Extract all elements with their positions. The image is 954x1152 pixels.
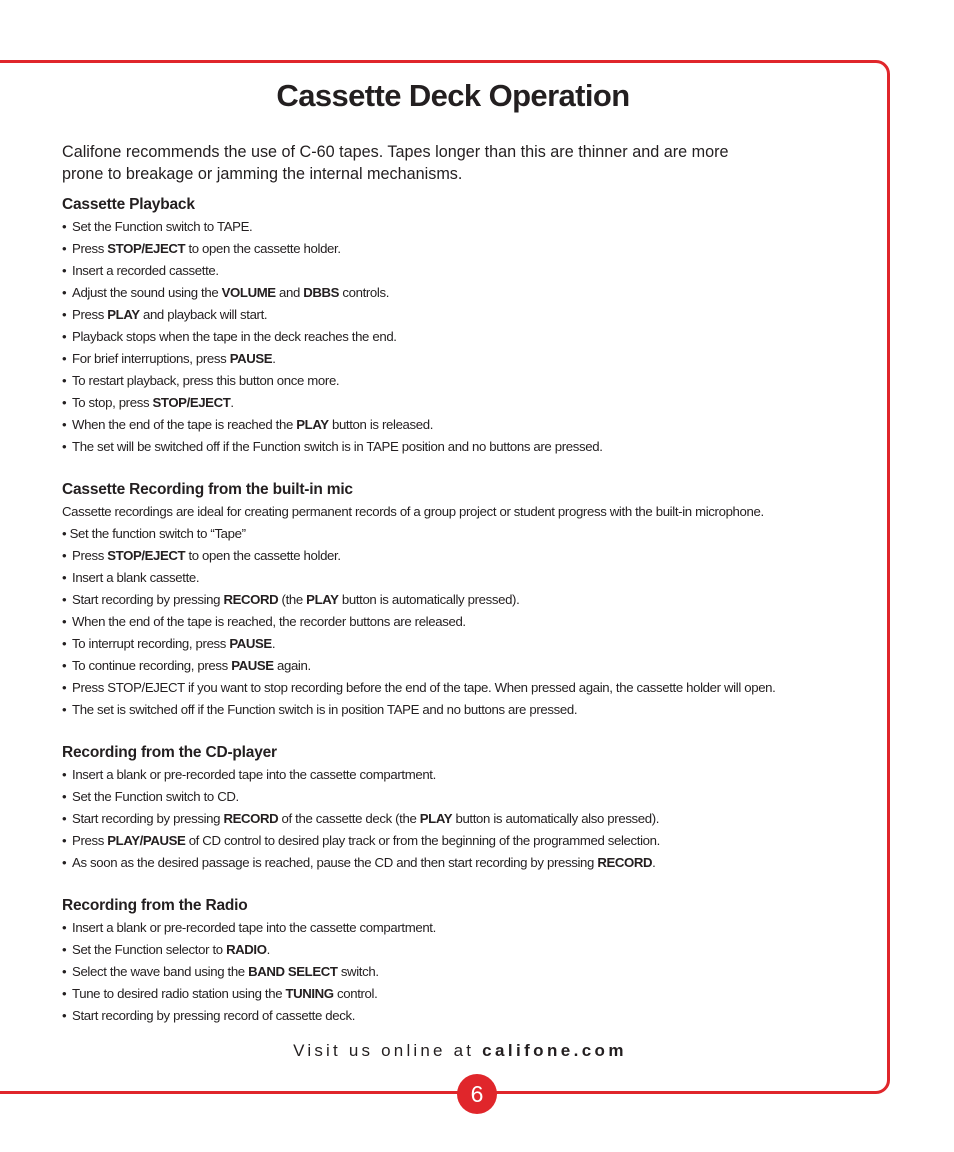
list-item: [62, 260, 862, 282]
item-text: Tune to desired radio station using the: [72, 986, 286, 1001]
control-name: PLAY: [296, 417, 329, 432]
control-name: DBBS: [303, 285, 340, 300]
control-name: RADIO: [226, 942, 267, 957]
item-text: .: [272, 351, 276, 366]
item-text: When the end of the tape is reached, the recorder buttons are released.: [72, 614, 466, 629]
list-item: [62, 764, 862, 786]
bullet-dot: •: [62, 702, 67, 717]
bullet-dot: •: [62, 417, 67, 432]
list-item: [62, 655, 862, 677]
item-text: Press STOP/EJECT if you want to stop recording before the end of the tape. When pressed again, the cassette holder will open.: [72, 680, 776, 695]
item-text: Press: [72, 241, 108, 256]
item-text: .: [652, 855, 656, 870]
bullet-dot: •: [62, 219, 67, 234]
list-item: [62, 567, 862, 589]
item-text: .: [266, 942, 270, 957]
list-item: [62, 852, 862, 874]
bullet-dot: •: [62, 767, 67, 782]
section-cassette-playback: [62, 194, 862, 458]
item-text: to open the cassette holder.: [185, 241, 341, 256]
section-cassette-recording-mic: [62, 479, 862, 721]
instruction-list: [62, 216, 862, 458]
list-item: [62, 830, 862, 852]
list-item: [62, 238, 862, 260]
item-text: To stop, press: [72, 395, 153, 410]
control-name: PLAY/PAUSE: [107, 833, 186, 848]
item-text: To interrupt recording, press: [72, 636, 230, 651]
item-text: button is automatically also pressed).: [452, 811, 660, 826]
item-text: Start recording by pressing record of cassette deck.: [72, 1008, 356, 1023]
bullet-dot: •: [62, 986, 67, 1001]
item-text: switch.: [337, 964, 379, 979]
item-text: .: [230, 395, 234, 410]
item-text: again.: [273, 658, 311, 673]
bullet-dot: •: [62, 614, 67, 629]
section-recording-radio: [62, 895, 862, 1027]
control-name: PLAY: [107, 307, 140, 322]
section-recording-cd-player: [62, 742, 862, 874]
instruction-list: [62, 545, 862, 721]
list-item: [62, 939, 862, 961]
item-text: button is automatically pressed).: [338, 592, 520, 607]
item-text: Insert a blank cassette.: [72, 570, 200, 585]
footer-prefix: Visit us online at: [293, 1041, 483, 1060]
bullet-dot: •: [62, 329, 67, 344]
control-name: PLAY: [419, 811, 453, 826]
list-item: [62, 589, 862, 611]
item-text: of the cassette deck (the: [278, 811, 420, 826]
bullet-dot: •: [62, 307, 67, 322]
item-text: and: [275, 285, 304, 300]
control-name: PAUSE: [231, 658, 274, 673]
bullet-dot: •: [62, 373, 67, 388]
item-text: Press: [72, 307, 108, 322]
list-item: [62, 633, 862, 655]
item-text: Set the Function selector to: [72, 942, 227, 957]
item-text: and playback will start.: [139, 307, 268, 322]
section-heading: Cassette Playback: [62, 196, 195, 213]
item-text: As soon as the desired passage is reached, pause the CD and then start recording by pressing: [72, 855, 598, 870]
control-name: STOP/EJECT: [107, 548, 186, 563]
section-heading: Recording from the Radio: [62, 897, 248, 914]
list-item: [62, 917, 862, 939]
item-text: Playback stops when the tape in the deck reaches the end.: [72, 329, 397, 344]
item-text: Insert a recorded cassette.: [72, 263, 219, 278]
bullet-dot: •: [62, 548, 67, 563]
section-paragraph: Cassette recordings are ideal for creating permanent records of a group project or student progress with the built-in microphone.: [62, 504, 764, 519]
list-item: [62, 348, 862, 370]
control-name: STOP/EJECT: [152, 395, 231, 410]
bullet-dot: •: [62, 570, 67, 585]
list-item: [62, 699, 862, 721]
bullet-dot: •: [62, 1008, 67, 1023]
item-text: to open the cassette holder.: [185, 548, 341, 563]
item-text: button is released.: [328, 417, 434, 432]
control-name: RECORD: [223, 811, 279, 826]
bullet-dot: •: [62, 920, 67, 935]
bullet-dot: •: [62, 855, 67, 870]
section-heading: Recording from the CD-player: [62, 744, 277, 761]
item-text: of CD control to desired play track or from the beginning of the programmed selection.: [185, 833, 660, 848]
control-name: RECORD: [223, 592, 279, 607]
list-item: [62, 436, 862, 458]
bullet-dot: •: [62, 395, 67, 410]
item-text: Start recording by pressing: [72, 811, 224, 826]
list-item: [62, 786, 862, 808]
item-text: Adjust the sound using the: [72, 285, 222, 300]
list-item: [62, 1005, 862, 1027]
instruction-list: [62, 764, 862, 874]
list-item: [62, 414, 862, 436]
item-text: To continue recording, press: [72, 658, 232, 673]
control-name: STOP/EJECT: [107, 241, 186, 256]
control-name: PLAY: [306, 592, 339, 607]
item-text: The set will be switched off if the Function switch is in TAPE position and no buttons are pressed.: [72, 439, 603, 454]
section-paragraph: • Set the function switch to “Tape”: [62, 526, 246, 541]
item-text: To restart playback, press this button once more.: [72, 373, 340, 388]
bullet-dot: •: [62, 285, 67, 300]
section-heading: Cassette Recording from the built-in mic: [62, 481, 353, 498]
item-text: Insert a blank or pre-recorded tape into the cassette compartment.: [72, 920, 436, 935]
bullet-dot: •: [62, 811, 67, 826]
website-link[interactable]: califone.com: [482, 1041, 627, 1060]
list-item: [62, 370, 862, 392]
control-name: PAUSE: [229, 351, 273, 366]
list-item: [62, 282, 862, 304]
bullet-dot: •: [62, 592, 67, 607]
bullet-dot: •: [62, 351, 67, 366]
control-name: RECORD: [597, 855, 653, 870]
page-number-badge: 6: [457, 1074, 497, 1114]
bullet-dot: •: [62, 964, 67, 979]
item-text: (the: [278, 592, 307, 607]
control-name: PAUSE: [229, 636, 272, 651]
item-text: Set the Function switch to TAPE.: [72, 219, 253, 234]
item-text: Select the wave band using the: [72, 964, 249, 979]
list-item: [62, 216, 862, 238]
instruction-list: [62, 917, 862, 1027]
list-item: [62, 611, 862, 633]
item-text: Insert a blank or pre-recorded tape into the cassette compartment.: [72, 767, 436, 782]
list-item: [62, 304, 862, 326]
control-name: TUNING: [285, 986, 334, 1001]
list-item: [62, 983, 862, 1005]
item-text: Start recording by pressing: [72, 592, 224, 607]
item-text: Press: [72, 833, 108, 848]
intro-paragraph: Califone recommends the use of C-60 tapes. Tapes longer than this are thinner and are more prone to breakage or jamming the internal mechanisms.: [62, 143, 729, 183]
bullet-dot: •: [62, 636, 67, 651]
item-text: Press: [72, 548, 108, 563]
list-item: [62, 677, 862, 699]
list-item: [62, 961, 862, 983]
section-paragraphs: [62, 501, 862, 545]
item-text: controls.: [339, 285, 390, 300]
bullet-dot: •: [62, 658, 67, 673]
bullet-dot: •: [62, 942, 67, 957]
item-text: .: [271, 636, 276, 651]
bullet-dot: •: [62, 263, 67, 278]
list-item: [62, 545, 862, 567]
list-item: [62, 808, 862, 830]
item-text: Set the Function switch to CD.: [72, 789, 239, 804]
bullet-dot: •: [62, 833, 67, 848]
item-text: control.: [333, 986, 378, 1001]
bullet-dot: •: [62, 241, 67, 256]
bullet-dot: •: [62, 680, 67, 695]
control-name: VOLUME: [221, 285, 276, 300]
list-item: [62, 392, 862, 414]
bullet-dot: •: [62, 789, 67, 804]
list-item: [62, 326, 862, 348]
control-name: BAND SELECT: [248, 964, 338, 979]
page-title: Cassette Deck Operation: [276, 78, 630, 113]
item-text: The set is switched off if the Function switch is in position TAPE and no buttons are pressed.: [72, 702, 578, 717]
footer-website-line: [0, 1041, 920, 1061]
item-text: For brief interruptions, press: [72, 351, 230, 366]
bullet-dot: •: [62, 439, 67, 454]
item-text: When the end of the tape is reached the: [72, 417, 297, 432]
